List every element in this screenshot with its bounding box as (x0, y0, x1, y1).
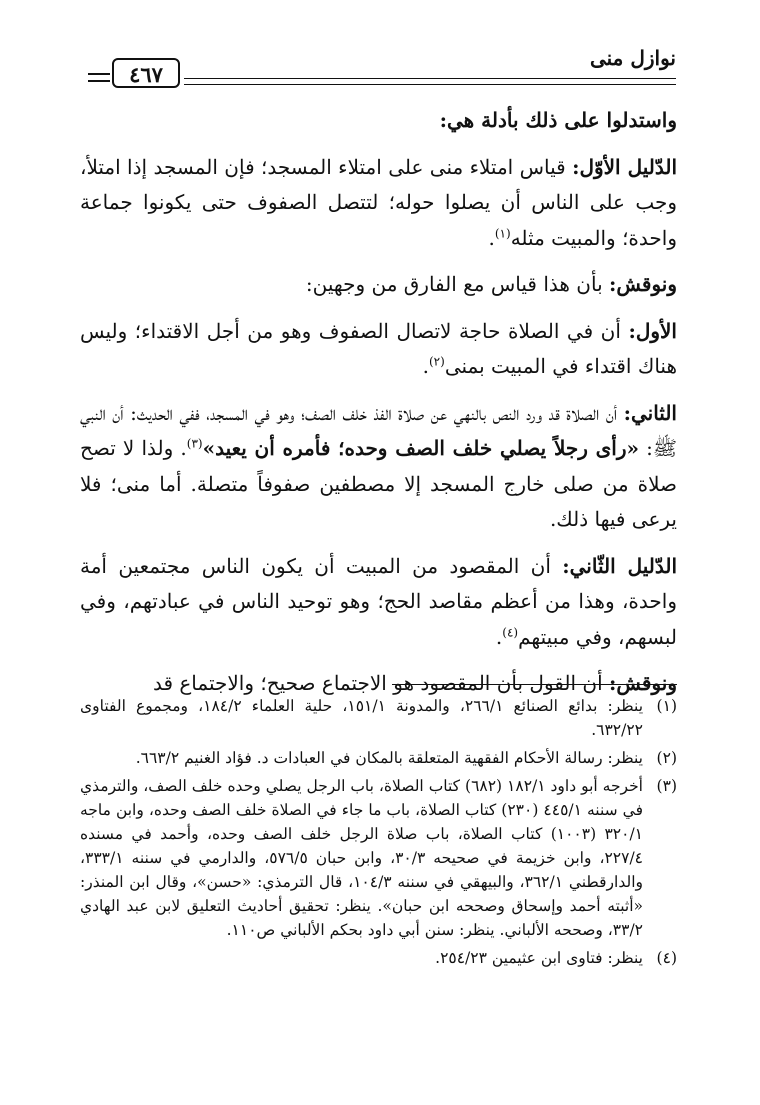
paragraph (80, 396, 677, 538)
paragraph-lead: ونوقش: (609, 671, 677, 695)
punctuation: . (422, 354, 429, 378)
paragraph-text: أن في الصلاة حاجة لاتصال الصفوف وهو من أجل الاقتداء؛ وليس هناك اقتداء في المبيت بمنى (80, 318, 677, 378)
paragraph (80, 314, 677, 385)
header-ornament-line (88, 80, 110, 82)
paragraph-text: . ولذا لا تصح صلاة من صلى خارج المسجد إلا مصطفين صفوفاً متصلة. أما منى؛ فلا يرعى فيها ذلك. (80, 436, 677, 531)
footnote-number: (٢) (656, 749, 677, 767)
book-title: نوازل منى (589, 46, 676, 70)
hadith-quote: «رأى رجلاً يصلي خلف الصف وحده؛ فأمره أن يعيد» (202, 436, 639, 460)
paragraph-text: أن القول بأن المقصود هو الاجتماع صحيح؛ والاجتماع قد (152, 671, 609, 695)
paragraph-lead: الدّليل الثّاني: (562, 553, 677, 578)
header-rule (184, 78, 676, 79)
footnotes (80, 694, 677, 974)
footnote (80, 694, 677, 742)
punctuation: . (488, 225, 495, 250)
footnote-number: (٤) (656, 949, 677, 967)
footnote-ref[interactable]: (٢) (428, 354, 445, 369)
footnote-ref[interactable]: (١) (494, 225, 511, 240)
footnote-separator (392, 684, 677, 685)
header-ornament-line (88, 73, 110, 75)
main-text (80, 103, 677, 713)
footnote-text: ينظر: رسالة الأحكام الفقهية المتعلقة بالمكان في العبادات د. فؤاد الغنيم ٦٦٣/٢. (135, 749, 643, 767)
paragraph-text: أن الصلاة قد ورد النص بالنهي عن صلاة الفذ خلف الصف؛ وهو في المسجد، ففي الحديث: أن النبي ﷺ: (80, 400, 677, 460)
page-header (88, 40, 676, 90)
footnote-number: (٣) (656, 777, 677, 795)
paragraph-lead: الدّليل الأوّل: (572, 154, 677, 179)
paragraph-text: أن المقصود من المبيت أن يكون الناس مجتمعين أمة واحدة، وهذا من أعظم مقاصد الحج؛ وهو توحيد الناس في عبادتهم، وفي لبسهم، وفي مبيتهم (80, 553, 677, 649)
footnote (80, 946, 677, 970)
paragraph (80, 267, 677, 303)
intro-text: واستدلوا على ذلك بأدلة هي: (439, 108, 677, 132)
header-rule (184, 84, 676, 85)
footnote-number: (١) (656, 697, 677, 715)
page-number: ٤٦٧ (112, 58, 180, 88)
footnote-ref[interactable]: (٤) (502, 624, 519, 639)
punctuation: . (495, 624, 503, 649)
footnote (80, 746, 677, 770)
footnote-text: ينظر: فتاوى ابن عثيمين ٢٥٤/٢٣. (435, 949, 643, 967)
paragraph (80, 549, 677, 656)
footnote (80, 774, 677, 942)
footnote-text: أخرجه أبو داود ١٨٢/١ (٦٨٢) كتاب الصلاة، باب الرجل يصلي وحده خلف الصف، والترمذي في سننه ٤٤٥/١ (٢٣٠) كتاب الصلاة، باب ما جاء في الصلاة خلف الصف وحده، وابن ماجه ٣٢٠/١ (١٠٠٣) كتاب الصلاة، باب صلاة الرجل خلف الصف وحده، وأحمد في مسنده ٢٢٧/٤، وابن خزيمة في صحيحه ٣٠/٣، وابن حبان ٥٧٦/٥، والدارمي في سننه ٣٣٣/١، والدارقطني ٣٦٢/١، والبيهقي في سننه ١٠٤/٣، قال الترمذي: «حسن»، وقال ابن المنذر: «أثبته أحمد وإسحاق وصححه ابن حبان». ينظر: تحقيق أحاديث التعليق لابن عبد الهادي ٣٣/٢، وصححه الألباني. ينظر: سنن أبي داود بحكم الألباني ص١١٠. (80, 777, 644, 939)
paragraph-lead: الثاني: (623, 400, 677, 425)
paragraph (80, 150, 677, 257)
footnote-text: ينظر: بدائع الصنائع ٢٦٦/١، والمدونة ١٥١/١، حلية العلماء ١٨٤/٢، ومجموع الفتاوى ٦٣٢/٢٢. (80, 697, 644, 739)
footnote-ref[interactable]: (٣) (186, 436, 203, 451)
paragraph (80, 103, 677, 139)
paragraph-text: بأن هذا قياس مع الفارق من وجهين: (305, 272, 609, 296)
paragraph-text: قياس امتلاء منى على امتلاء المسجد؛ فإن المسجد إذا امتلأ، وجب على الناس أن يصلوا حوله؛ لتتصل الصفوف حتى يكونوا جماعة واحدة؛ والمبيت مثله (80, 154, 677, 250)
paragraph-lead: الأول: (628, 318, 677, 343)
paragraph-lead: ونوقش: (609, 272, 677, 296)
